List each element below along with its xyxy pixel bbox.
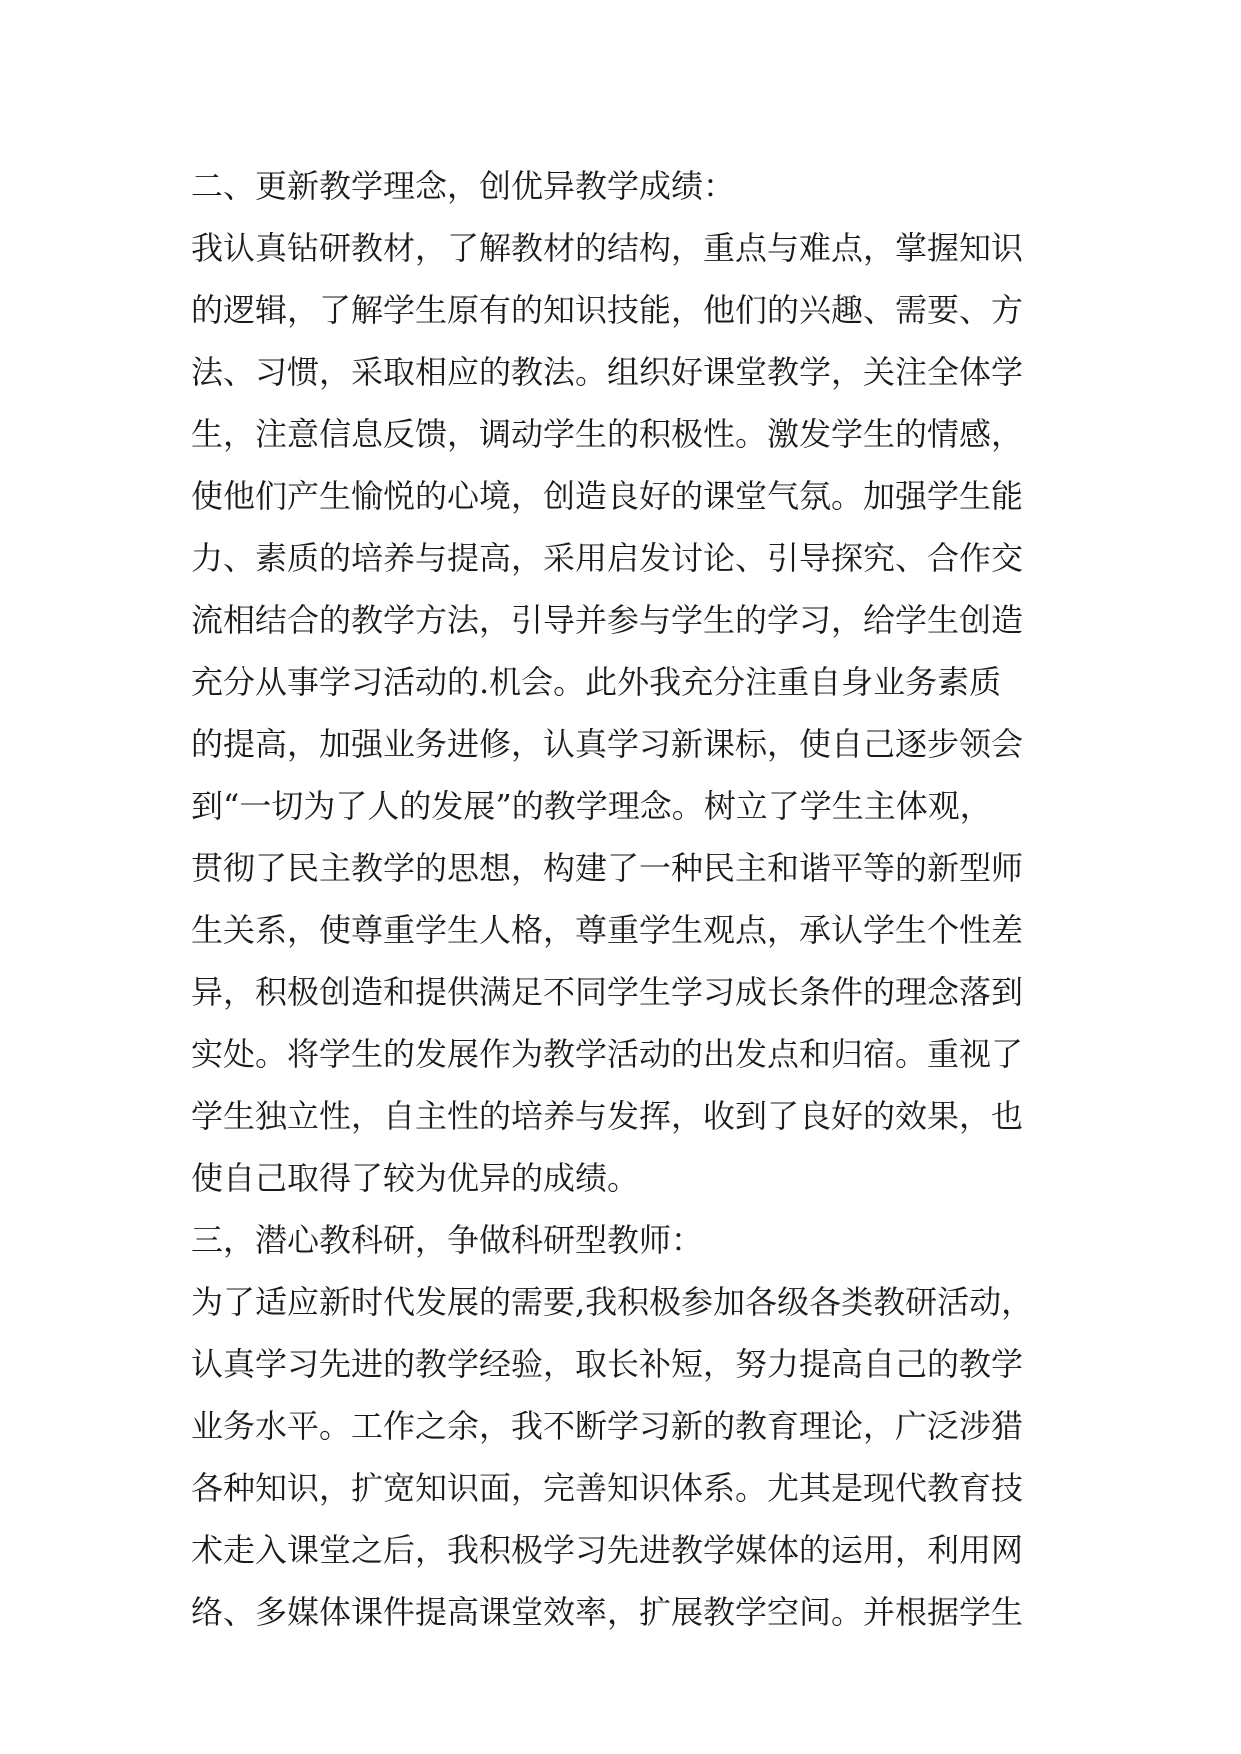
- text-line: 力、素质的培养与提高，采用启发讨论、引导探究、合作交: [191, 539, 1024, 577]
- text-line: 的提高，加强业务进修，认真学习新课标，使自己逐步领会: [191, 725, 1024, 763]
- text-line: 生关系，使尊重学生人格，尊重学生观点，承认学生个性差: [191, 911, 1024, 949]
- text-line: 学生独立性，自主性的培养与发挥，收到了良好的效果，也: [191, 1097, 1024, 1135]
- text-line: 异，积极创造和提供满足不同学生学习成长条件的理念落到: [191, 973, 1024, 1011]
- text-line: 实处。将学生的发展作为教学活动的出发点和归宿。重视了: [191, 1035, 1024, 1073]
- document-body: [191, 155, 1071, 1643]
- text-line: 到“一切为了人的发展”的教学理念。树立了学生主体观，: [191, 787, 992, 825]
- text-line: 生，注意信息反馈，调动学生的积极性。激发学生的情感，: [191, 415, 1024, 453]
- text-line: 使他们产生愉悦的心境，创造良好的课堂气氛。加强学生能: [191, 477, 1024, 515]
- section-heading-2: 二、更新教学理念，创优异教学成绩：: [191, 167, 736, 205]
- text-line: 流相结合的教学方法，引导并参与学生的学习，给学生创造: [191, 601, 1024, 639]
- text-line: 为了适应新时代发展的需要,我积极参加各级各类教研活动，: [191, 1283, 1034, 1321]
- text-line: 我认真钻研教材，了解教材的结构，重点与难点，掌握知识: [191, 229, 1024, 267]
- text-line: 业务水平。工作之余，我不断学习新的教育理论，广泛涉猎: [191, 1407, 1024, 1445]
- text-line: 贯彻了民主教学的思想，构建了一种民主和谐平等的新型师: [191, 849, 1024, 887]
- text-line: 充分从事学习活动的.机会。此外我充分注重自身业务素质: [191, 663, 1002, 701]
- text-line: 法、习惯，采取相应的教法。组织好课堂教学，关注全体学: [191, 353, 1024, 391]
- text-line: 使自己取得了较为优异的成绩。: [191, 1159, 640, 1197]
- text-line: 术走入课堂之后，我积极学习先进教学媒体的运用，利用网: [191, 1531, 1024, 1569]
- text-line: 各种知识，扩宽知识面，完善知识体系。尤其是现代教育技: [191, 1469, 1024, 1507]
- section-heading-3: 三，潜心教科研，争做科研型教师：: [191, 1221, 704, 1259]
- text-line: 络、多媒体课件提高课堂效率，扩展教学空间。并根据学生: [191, 1593, 1024, 1631]
- text-line: 认真学习先进的教学经验，取长补短，努力提高自己的教学: [191, 1345, 1024, 1383]
- text-line: 的逻辑，了解学生原有的知识技能，他们的兴趣、需要、方: [191, 291, 1024, 329]
